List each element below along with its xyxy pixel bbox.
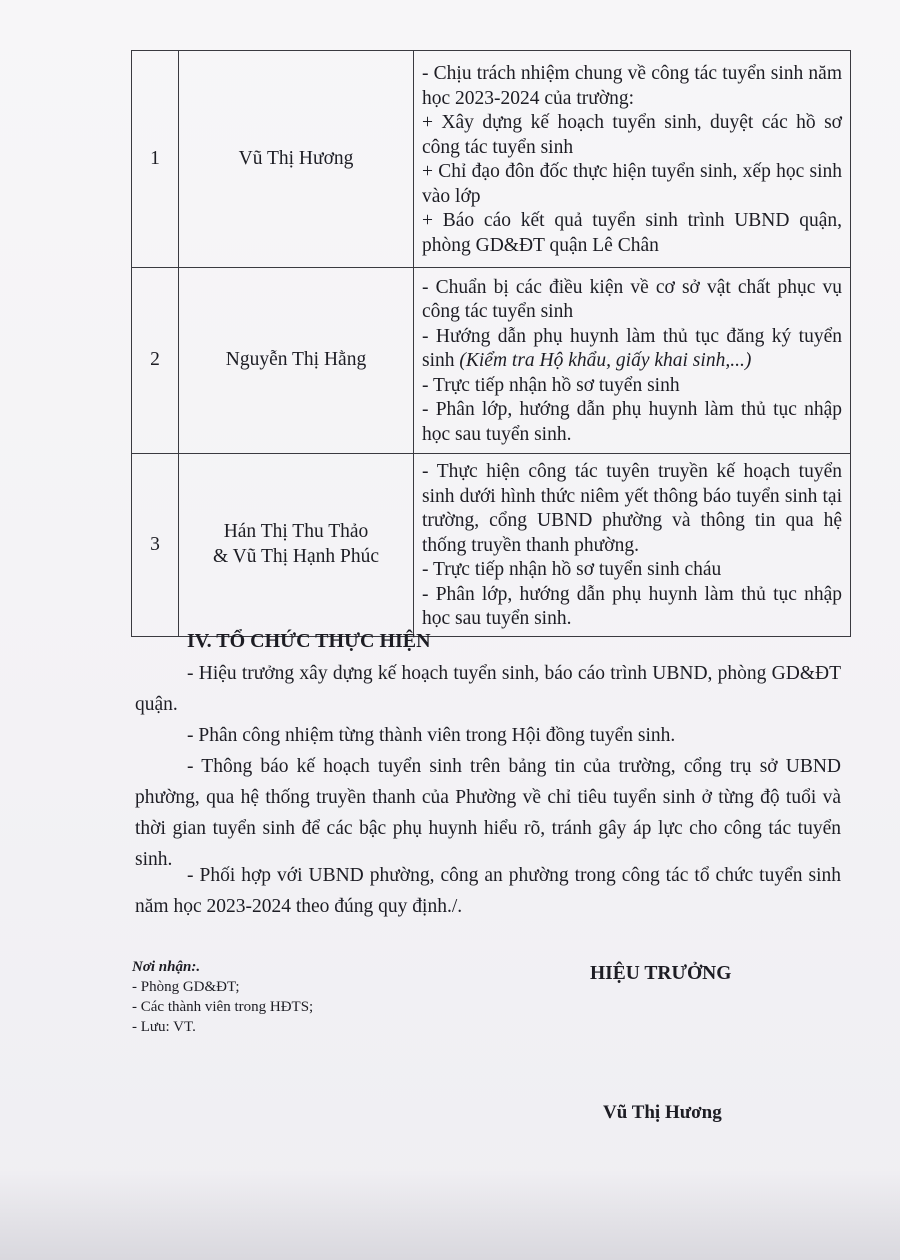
member-name: Vũ Thị Hương <box>179 51 414 268</box>
row-number: 1 <box>132 51 179 268</box>
task-item: - Phân lớp, hướng dẫn phụ huynh làm thủ tục nhập học sau tuyển sinh. <box>422 583 842 629</box>
paragraph: - Hiệu trưởng xây dựng kế hoạch tuyển sinh, báo cáo trình UBND, phòng GD&ĐT quận. <box>135 663 841 715</box>
paragraph: - Phối hợp với UBND phường, công an phường trong công tác tổ chức tuyển sinh năm học 2023-2024 theo đúng quy định./. <box>135 865 841 917</box>
task-item: - Thực hiện công tác tuyên truyền kế hoạch tuyển sinh dưới hình thức niêm yết thông báo tuyển sinh tại trường, cổng UBND phường và thông tin qua hệ thống truyền thanh phường. <box>422 461 842 556</box>
signature-name: Vũ Thị Hương <box>603 1102 722 1123</box>
task-note: (Kiểm tra Hộ khẩu, giấy khai sinh,...) <box>459 350 752 372</box>
task-item: + Xây dựng kế hoạch tuyển sinh, duyệt các hồ sơ công tác tuyển sinh <box>422 112 842 158</box>
task-item: - Phân lớp, hướng dẫn phụ huynh làm thủ tục nhập học sau tuyển sinh. <box>422 399 842 445</box>
signature-title: HIỆU TRƯỞNG <box>590 963 732 984</box>
row-number: 3 <box>132 454 179 637</box>
page-shadow <box>0 1170 900 1260</box>
table-row <box>132 454 851 637</box>
task-text: - Hướng dẫn phụ huynh làm thủ tục đăng ký tuyển sinh <box>422 325 842 372</box>
section-title: IV. TỔ CHỨC THỰC HIỆN <box>187 630 431 652</box>
member-name: Nguyễn Thị Hằng <box>179 268 414 454</box>
table-row <box>132 268 851 454</box>
task-item: - Trực tiếp nhận hồ sơ tuyển sinh cháu <box>422 559 722 580</box>
task-item <box>422 325 842 374</box>
table-row <box>132 51 851 268</box>
task-cell <box>414 268 851 454</box>
assignment-table <box>131 50 851 637</box>
recipients-header: Nơi nhận:. <box>132 959 201 975</box>
task-item: - Trực tiếp nhận hồ sơ tuyển sinh <box>422 374 680 396</box>
member-name-line: Hán Thị Thu Thảo <box>223 521 369 543</box>
recipients-block <box>132 957 313 1037</box>
row-number: 2 <box>132 268 179 454</box>
task-cell <box>414 454 851 637</box>
recipient-item: - Phòng GD&ĐT; <box>132 979 240 995</box>
task-cell <box>414 51 851 268</box>
member-name <box>179 454 414 637</box>
task-item: - Chịu trách nhiệm chung về công tác tuyển sinh năm học 2023-2024 của trường: <box>422 63 842 109</box>
paragraph: - Phân công nhiệm từng thành viên trong Hội đồng tuyển sinh. <box>187 725 676 746</box>
task-item: + Chỉ đạo đôn đốc thực hiện tuyển sinh, xếp học sinh vào lớp <box>422 161 842 207</box>
task-item: + Báo cáo kết quả tuyển sinh trình UBND quận, phòng GD&ĐT quận Lê Chân <box>422 210 842 256</box>
recipient-item: - Lưu: VT. <box>132 1019 196 1035</box>
paragraph: - Thông báo kế hoạch tuyển sinh trên bảng tin của trường, cổng trụ sở UBND phường, qua hệ thống truyền thanh của Phường về chỉ tiêu tuyển sinh ở từng độ tuổi và thời gian tuyển sinh để các bậc phụ huynh hiểu rõ, tránh gây áp lực cho công tác tuyển sinh. <box>135 756 841 870</box>
recipient-item: - Các thành viên trong HĐTS; <box>132 999 314 1015</box>
member-name-line: & Vũ Thị Hạnh Phúc <box>212 545 380 567</box>
task-item: - Chuẩn bị các điều kiện về cơ sở vật chất phục vụ công tác tuyển sinh <box>422 276 842 323</box>
